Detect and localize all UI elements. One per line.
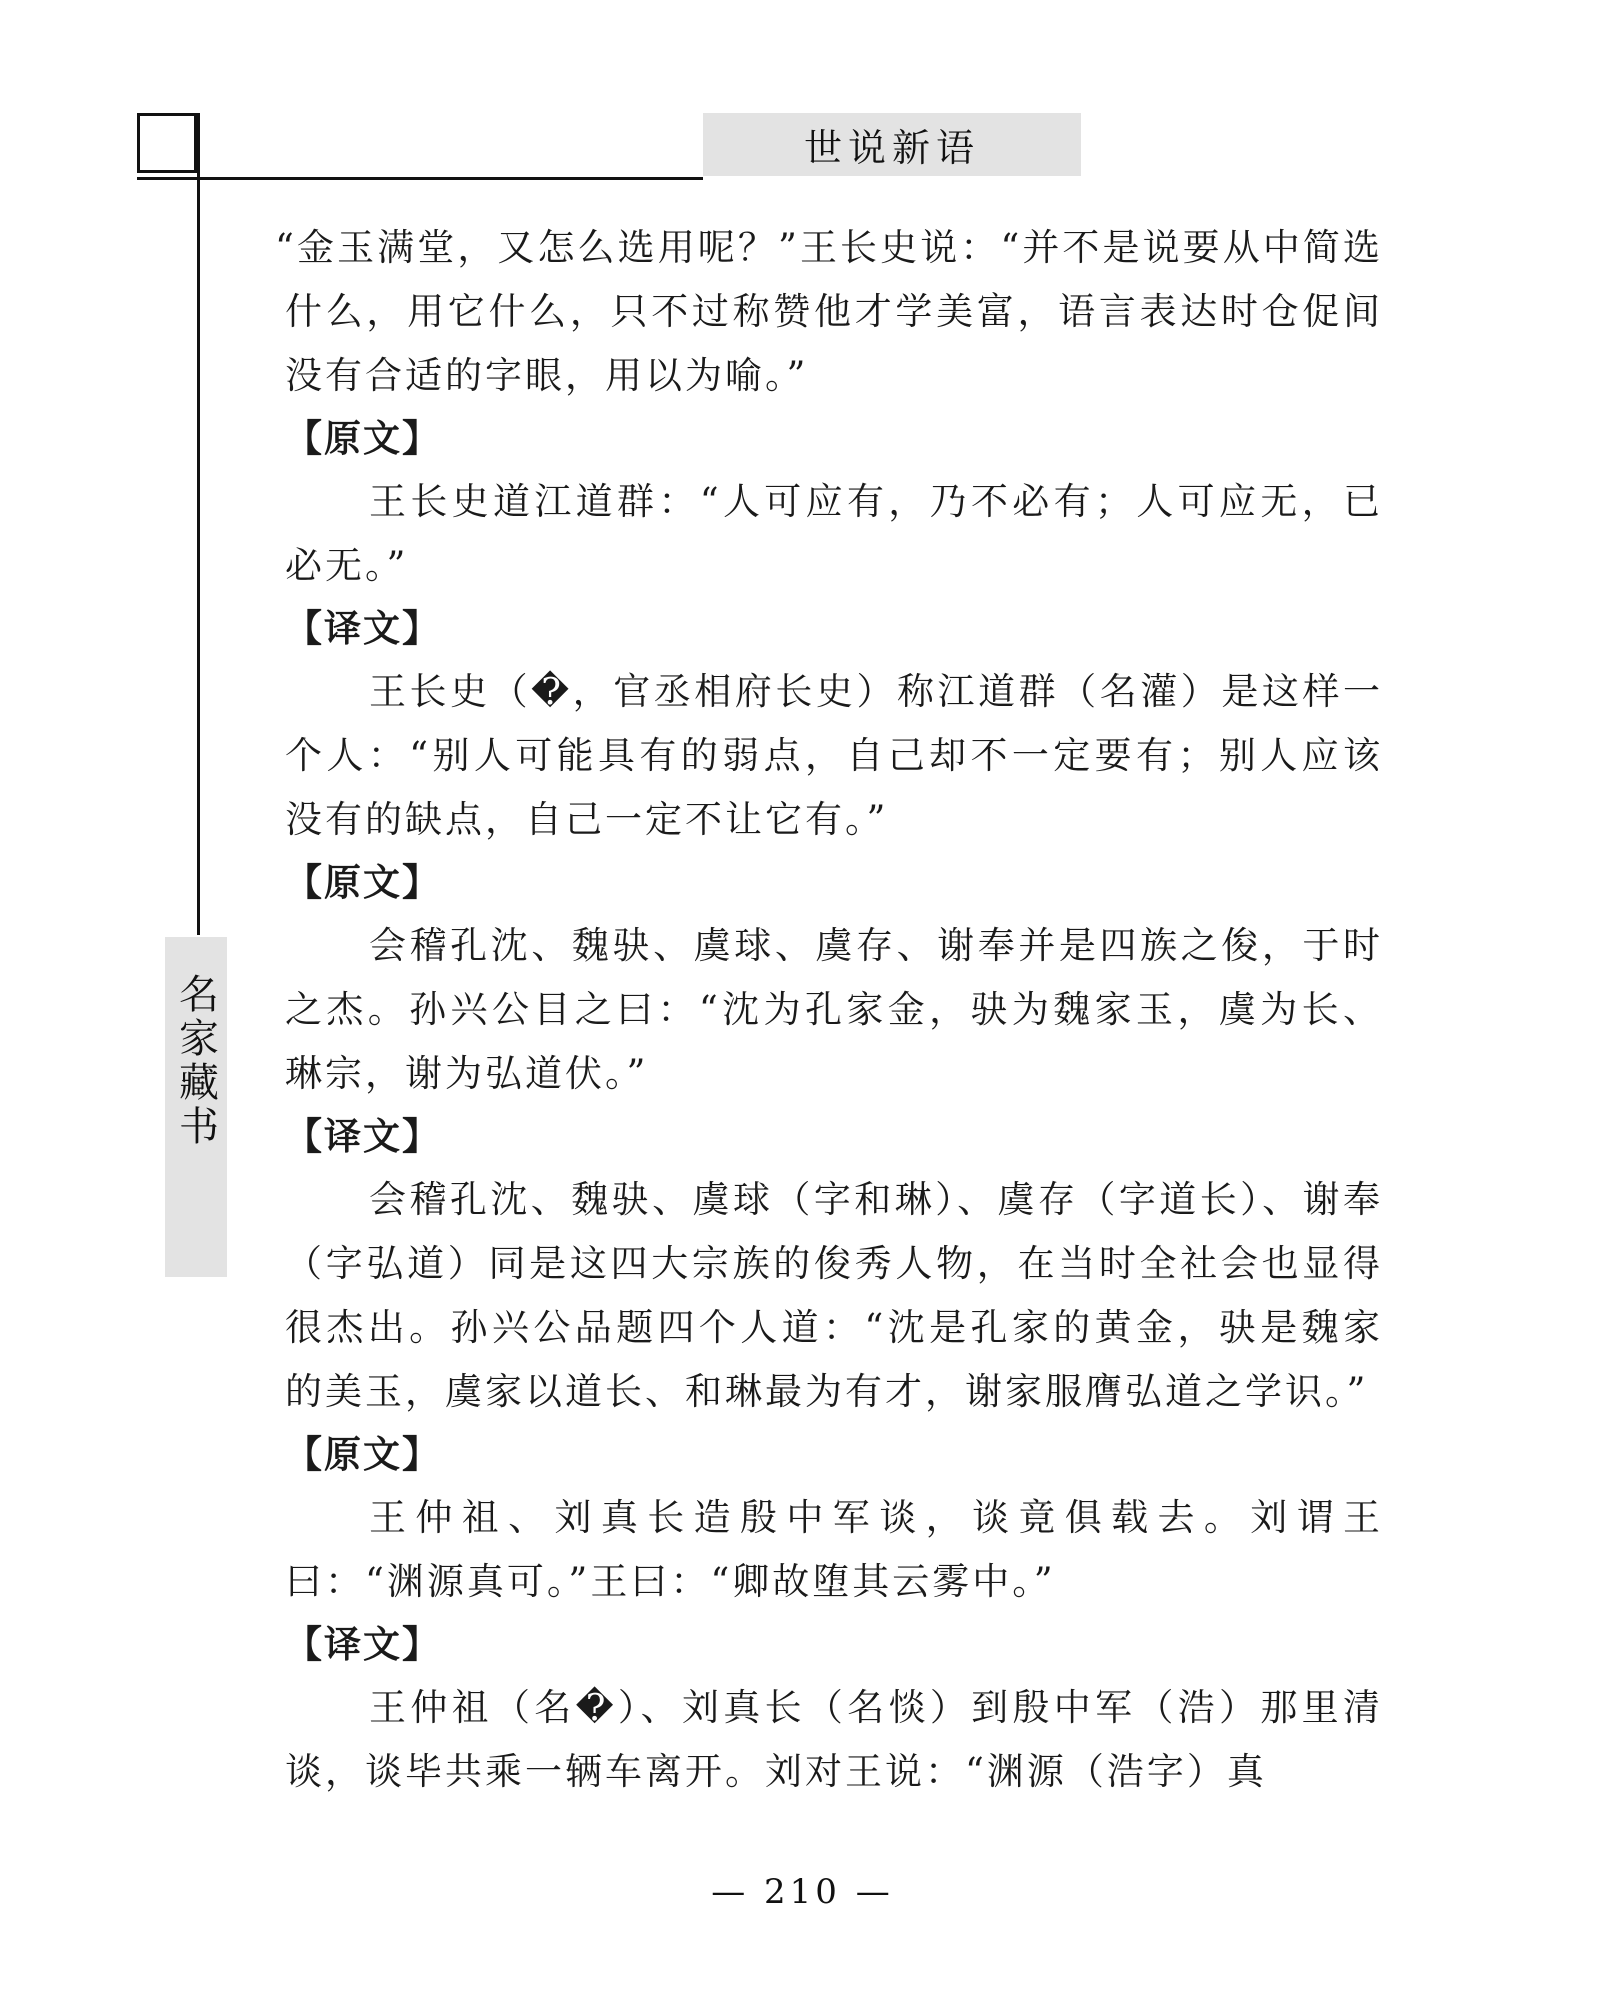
paragraph: 会稽孔沈、魏𫘝、虞球、虞存、谢奉并是四族之俊，于时之杰。孙兴公目之曰：“沈为孔家金，𫘝为魏家玉，虞为长、琳宗，谢为弘道伏。” <box>285 924 1383 1095</box>
paragraph: 王长史（�，官丞相府长史）称江道群（名灌）是这样一个人：“别人可能具有的弱点，自己却不一定要有；别人应该没有的缺点，自己一定不让它有。” <box>285 670 1383 841</box>
section-label: 【译文】 <box>285 1623 441 1666</box>
paragraph: “金玉满堂，又怎么选用呢？”王长史说：“并不是说要从中简选什么，用它什么，只不过称赞他才学美富，语言表达时仓促间没有合适的字眼，用以为喻。” <box>275 226 1383 397</box>
paragraph: 会稽孔沈、魏𫘝、虞球（字和琳）、虞存（字道长）、谢奉（字弘道）同是这四大宗族的俊秀人物，在当时全社会也显得很杰出。孙兴公品题四个人道：“沈是孔家的黄金，𫘝是魏家的美玉，虞家以道长、和琳最为有才，谢家服膺弘道之学识。” <box>285 1178 1383 1413</box>
section-label: 【译文】 <box>285 1115 441 1158</box>
paragraph: 王长史道江道群：“人可应有，乃不必有；人可应无，已必无。” <box>285 480 1383 587</box>
margin-rule <box>197 113 200 935</box>
corner-frame-box <box>137 113 197 173</box>
header-rule <box>137 177 703 180</box>
side-tab <box>165 937 227 1277</box>
page-number: — 210 — <box>711 1872 894 1912</box>
paragraph: 王仲祖、刘真长造殷中军谈，谈竟俱载去。刘谓王曰：“渊源真可。”王曰：“卿故堕其云雾中。” <box>285 1496 1383 1603</box>
section-label: 【原文】 <box>285 861 441 904</box>
page-body <box>275 216 1383 1804</box>
section-label: 【译文】 <box>285 607 441 650</box>
series-name: 名家藏书 <box>172 973 219 1149</box>
running-header <box>703 113 1081 176</box>
paragraph: 王仲祖（名�）、刘真长（名惔）到殷中军（浩）那里清谈，谈毕共乘一辆车离开。刘对王说：“渊源（浩字）真 <box>285 1686 1383 1793</box>
section-label: 【原文】 <box>285 1433 441 1476</box>
book-title: 世说新语 <box>803 126 980 170</box>
section-label: 【原文】 <box>285 417 441 460</box>
